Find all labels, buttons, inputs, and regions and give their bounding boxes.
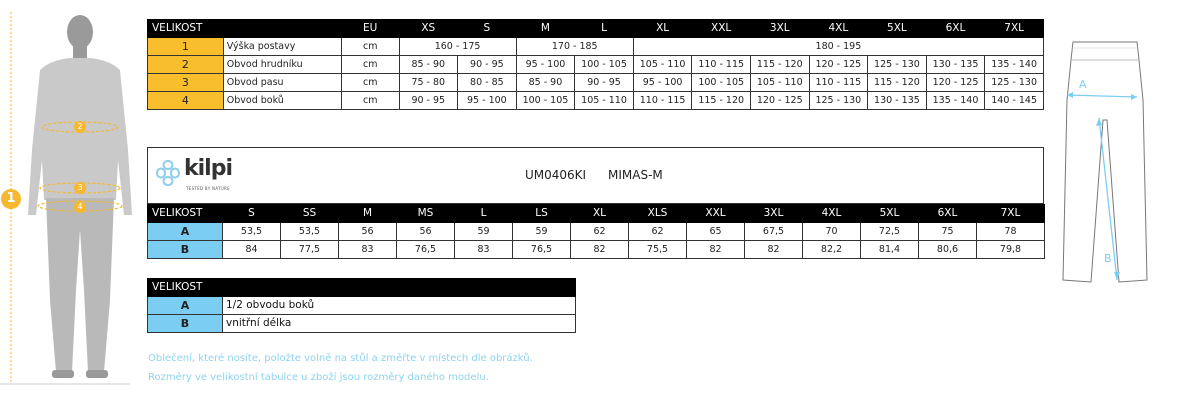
header-size: MS — [397, 205, 455, 223]
header-size: XXL — [687, 205, 745, 223]
table-cell: 62 — [571, 223, 629, 241]
table-cell: 135 - 140 — [985, 56, 1044, 74]
table-cell: 81,4 — [861, 241, 919, 259]
table-cell: 115 - 120 — [868, 74, 927, 92]
header-m: M — [516, 20, 575, 38]
table-row — [148, 241, 1045, 259]
table-cell: 75 - 80 — [399, 74, 458, 92]
header-eu: EU — [341, 20, 399, 38]
note-line: Oblečení, které nosíte, položte volně na stůl a změřte v místech dle obrázků. — [148, 353, 533, 364]
row-number: 4 — [148, 92, 224, 110]
table-cell: 95 - 100 — [633, 74, 692, 92]
header-velikost: VELIKOST — [148, 20, 342, 38]
row-label: Obvod hrudníku — [223, 56, 341, 74]
row-number: 3 — [148, 74, 224, 92]
table-cell: 82 — [745, 241, 803, 259]
table-cell: 75,5 — [629, 241, 687, 259]
header-size: S — [223, 205, 281, 223]
garment-size-table — [147, 204, 1045, 259]
row-label: A — [148, 297, 223, 315]
table-row — [148, 297, 576, 315]
table-cell: 76,5 — [397, 241, 455, 259]
table-cell: 115 - 120 — [692, 92, 751, 110]
table-cell: 90 - 95 — [458, 56, 517, 74]
header-xl: XL — [633, 20, 692, 38]
header-velikost: VELIKOST — [148, 205, 223, 223]
header-size: 6XL — [919, 205, 977, 223]
garment-table-header — [148, 205, 1045, 223]
table-cell: 135 - 140 — [926, 92, 985, 110]
table-cell: 105 - 110 — [633, 56, 692, 74]
header-velikost: VELIKOST — [148, 279, 576, 297]
header-size: 4XL — [803, 205, 861, 223]
row-label: Výška postavy — [223, 38, 341, 56]
table-cell: 85 - 90 — [399, 56, 458, 74]
table-cell: 75 — [919, 223, 977, 241]
header-size: 3XL — [745, 205, 803, 223]
table-cell: 140 - 145 — [985, 92, 1044, 110]
table-cell: 120 - 125 — [750, 92, 809, 110]
table-cell: 56 — [339, 223, 397, 241]
header-s: S — [458, 20, 517, 38]
table-cell: 67,5 — [745, 223, 803, 241]
row-description: vnitřní délka — [223, 315, 576, 333]
table-row — [148, 38, 1044, 56]
header-6xl: 6XL — [926, 20, 985, 38]
table-cell: 95 - 100 — [458, 92, 517, 110]
row-number: 1 — [148, 38, 224, 56]
table-cell: 78 — [977, 223, 1045, 241]
table-cell: 105 - 110 — [750, 74, 809, 92]
product-code: UM0406KI — [525, 168, 587, 182]
table-cell: 125 - 130 — [868, 56, 927, 74]
body-table-header — [148, 20, 1044, 38]
table-cell: 115 - 120 — [750, 56, 809, 74]
header-size: XLS — [629, 205, 687, 223]
brand-tagline: TESTED BY NATURE — [186, 186, 230, 191]
pants-diagram — [1055, 30, 1155, 290]
table-cell: 110 - 115 — [692, 56, 751, 74]
header-size: SS — [281, 205, 339, 223]
table-cell: 83 — [339, 241, 397, 259]
row-label: Obvod boků — [223, 92, 341, 110]
table-cell: 53,5 — [223, 223, 281, 241]
header-5xl: 5XL — [868, 20, 927, 38]
table-cell: 70 — [803, 223, 861, 241]
header-3xl: 3XL — [750, 20, 809, 38]
header-size: L — [455, 205, 513, 223]
table-cell: 120 - 125 — [809, 56, 868, 74]
table-cell: 160 - 175 — [399, 38, 516, 56]
table-cell: 83 — [455, 241, 513, 259]
header-size: LS — [513, 205, 571, 223]
row-label: B — [148, 241, 223, 259]
header-size: M — [339, 205, 397, 223]
body-figure — [0, 0, 140, 406]
row-label: B — [148, 315, 223, 333]
table-cell: 80 - 85 — [458, 74, 517, 92]
row-label: Obvod pasu — [223, 74, 341, 92]
header-size: 5XL — [861, 205, 919, 223]
legend-header — [148, 279, 576, 297]
table-cell: 76,5 — [513, 241, 571, 259]
table-cell: 100 - 105 — [516, 92, 575, 110]
header-size: 7XL — [977, 205, 1045, 223]
product-name: MIMAS-M — [608, 168, 663, 182]
pants-label-a: A — [1079, 78, 1087, 91]
table-cell: 85 - 90 — [516, 74, 575, 92]
note-line: Rozměry ve velikostní tabulce u zboží jsou rozměry daného modelu. — [148, 372, 489, 383]
table-row — [148, 315, 576, 333]
marker-4: 4 — [74, 201, 86, 213]
pants-label-b: B — [1104, 252, 1112, 265]
table-row — [148, 56, 1044, 74]
row-unit: cm — [341, 38, 399, 56]
table-cell: 100 - 105 — [692, 74, 751, 92]
table-cell: 130 - 135 — [868, 92, 927, 110]
table-row — [148, 223, 1045, 241]
table-cell: 84 — [223, 241, 281, 259]
table-cell: 77,5 — [281, 241, 339, 259]
table-cell: 56 — [397, 223, 455, 241]
table-cell: 65 — [687, 223, 745, 241]
table-cell: 130 - 135 — [926, 56, 985, 74]
row-unit: cm — [341, 92, 399, 110]
header-xxl: XXL — [692, 20, 751, 38]
table-cell: 95 - 100 — [516, 56, 575, 74]
table-cell: 82 — [687, 241, 745, 259]
table-cell: 59 — [455, 223, 513, 241]
header-xs: XS — [399, 20, 458, 38]
row-unit: cm — [341, 56, 399, 74]
header-7xl: 7XL — [985, 20, 1044, 38]
marker-1: 1 — [1, 189, 21, 209]
table-cell: 110 - 115 — [633, 92, 692, 110]
table-cell: 90 - 95 — [399, 92, 458, 110]
marker-3: 3 — [74, 182, 86, 194]
table-row — [148, 92, 1044, 110]
table-cell: 62 — [629, 223, 687, 241]
row-unit: cm — [341, 74, 399, 92]
row-number: 2 — [148, 56, 224, 74]
table-cell: 72,5 — [861, 223, 919, 241]
table-row — [148, 74, 1044, 92]
table-cell: 120 - 125 — [926, 74, 985, 92]
product-header — [147, 147, 1044, 204]
kilpi-logo-icon — [154, 158, 182, 188]
header-4xl: 4XL — [809, 20, 868, 38]
brand-name: kilpi — [184, 156, 233, 181]
table-cell: 180 - 195 — [633, 38, 1043, 56]
marker-2: 2 — [74, 121, 86, 133]
table-cell: 125 - 130 — [809, 92, 868, 110]
table-cell: 110 - 115 — [809, 74, 868, 92]
body-size-table — [147, 19, 1044, 110]
table-cell: 80,6 — [919, 241, 977, 259]
table-cell: 82 — [571, 241, 629, 259]
table-cell: 105 - 110 — [575, 92, 634, 110]
table-cell: 170 - 185 — [516, 38, 633, 56]
table-cell: 100 - 105 — [575, 56, 634, 74]
header-l: L — [575, 20, 634, 38]
table-cell: 79,8 — [977, 241, 1045, 259]
header-size: XL — [571, 205, 629, 223]
legend-table — [147, 278, 576, 333]
row-label: A — [148, 223, 223, 241]
table-cell: 59 — [513, 223, 571, 241]
table-cell: 90 - 95 — [575, 74, 634, 92]
row-description: 1/2 obvodu boků — [223, 297, 576, 315]
table-cell: 53,5 — [281, 223, 339, 241]
table-cell: 82,2 — [803, 241, 861, 259]
table-cell: 125 - 130 — [985, 74, 1044, 92]
